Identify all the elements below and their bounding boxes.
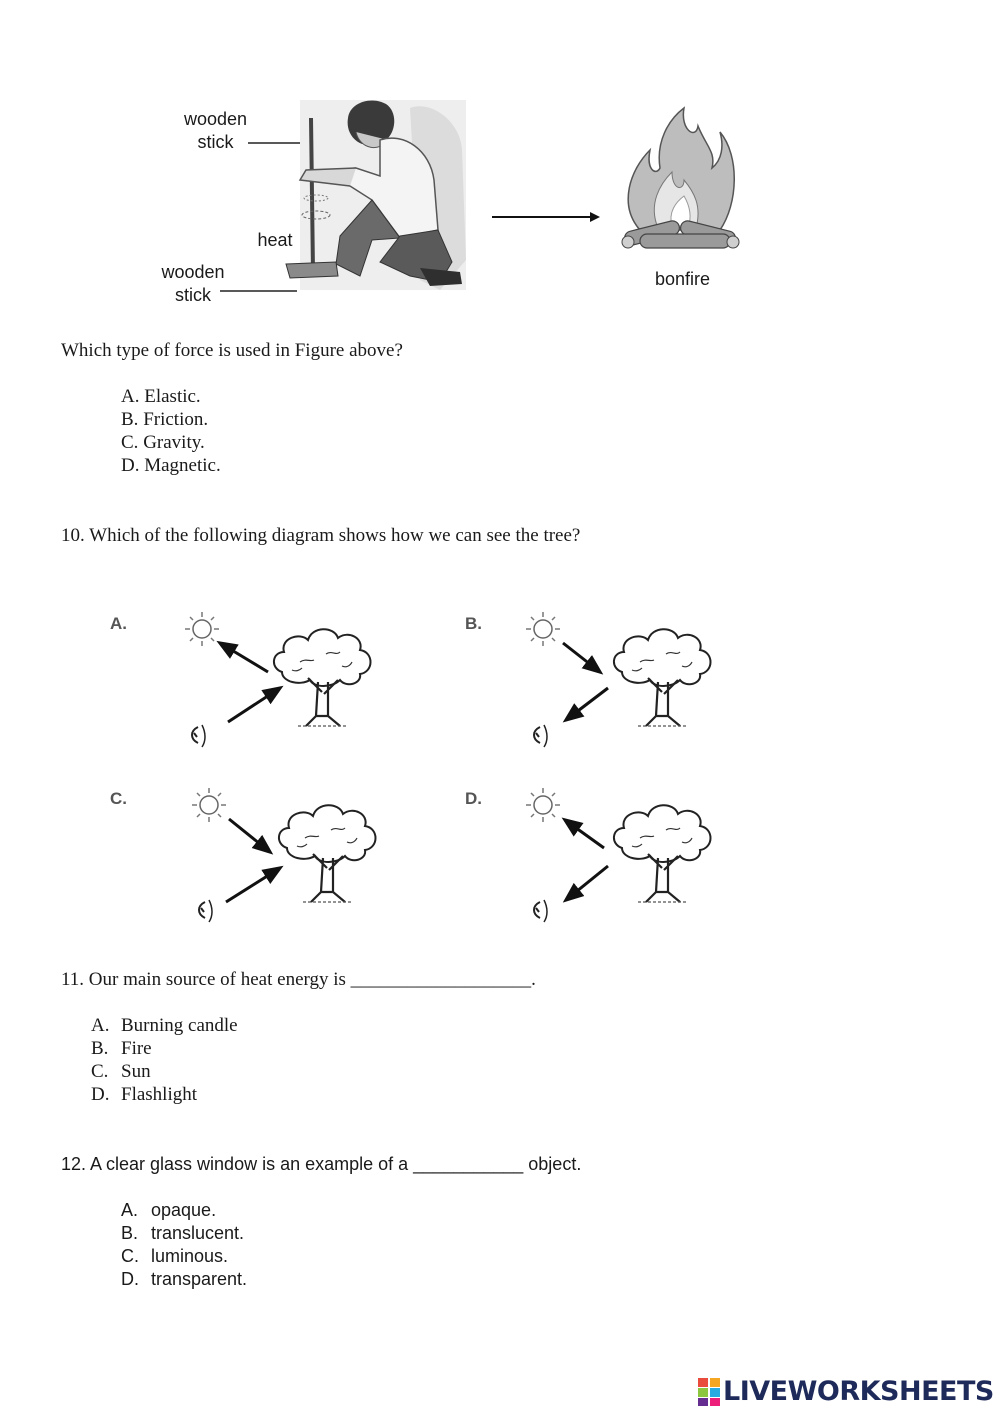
q9-option-c[interactable] [121, 432, 205, 454]
eye-icon [534, 900, 547, 922]
q11-option-d[interactable] [91, 1084, 197, 1106]
option-text: Elastic. [144, 386, 201, 407]
option-text: Flashlight [121, 1084, 198, 1105]
diagram-b-letter[interactable]: B. [465, 614, 482, 633]
q11-option-c[interactable] [91, 1061, 151, 1083]
option-text: Magnetic. [144, 455, 221, 476]
label-bonfire: bonfire [654, 269, 711, 289]
option-letter: B. [121, 409, 139, 430]
fire-making-figure [0, 0, 1000, 320]
diagram-c-letter[interactable]: C. [110, 789, 127, 808]
q9-question: Which type of force is used in Figure above? [61, 340, 403, 361]
label-line: stick [175, 285, 211, 305]
arrow [226, 868, 280, 902]
q11-question: 11. Our main source of heat energy is ___________________. [61, 969, 536, 990]
q12-option-b[interactable] [121, 1223, 244, 1244]
q11-option-b[interactable] [91, 1038, 152, 1060]
tree-icon [279, 805, 376, 902]
eye-icon [534, 725, 547, 747]
option-letter: C. [91, 1061, 109, 1082]
q12-option-d[interactable] [121, 1269, 247, 1290]
arrow [566, 866, 608, 900]
tree-icon [614, 805, 711, 902]
diagram-c[interactable] [192, 788, 376, 922]
q9-option-a[interactable] [121, 386, 201, 408]
option-letter: D. [121, 455, 140, 476]
eye-icon [199, 900, 212, 922]
label-line: wooden [161, 262, 225, 282]
option-letter: C. [121, 1246, 139, 1266]
arrow [228, 688, 280, 722]
option-letter: B. [91, 1038, 109, 1059]
arrow [229, 819, 270, 852]
option-letter: C. [121, 432, 139, 453]
option-text: Friction. [143, 409, 209, 430]
option-letter: D. [91, 1084, 110, 1105]
q12-number: 12. [61, 1154, 87, 1174]
q11-option-a[interactable] [91, 1015, 238, 1037]
tree-icon [614, 629, 711, 726]
diagram-a-letter[interactable]: A. [110, 614, 127, 633]
option-letter: A. [91, 1015, 110, 1036]
q12-text: A clear glass window is an example of a ___________ object. [90, 1154, 582, 1174]
label-line: stick [197, 132, 234, 152]
sun-icon [526, 788, 560, 822]
q12-option-c[interactable] [121, 1246, 228, 1267]
option-letter: D. [121, 1269, 139, 1289]
option-letter: A. [121, 1200, 139, 1220]
diagram-a[interactable] [185, 612, 371, 747]
option-letter: A. [121, 386, 140, 407]
option-text: opaque. [151, 1200, 217, 1220]
option-text: Fire [121, 1038, 152, 1059]
logo-text: LIVEWORKSHEETS [723, 1376, 994, 1407]
diagram-b[interactable] [526, 612, 711, 747]
tree-diagrams [0, 590, 1000, 930]
option-letter: B. [121, 1223, 139, 1243]
option-text: transparent. [151, 1269, 248, 1289]
boy-illustration [286, 100, 466, 290]
q12-option-a[interactable] [121, 1200, 216, 1221]
diagram-d-letter[interactable]: D. [465, 789, 482, 808]
arrow [566, 688, 608, 720]
eye-icon [192, 725, 205, 747]
option-text: translucent. [151, 1223, 245, 1243]
option-text: Burning candle [121, 1015, 238, 1036]
bonfire-illustration [622, 108, 739, 248]
sun-icon [185, 612, 219, 646]
sun-icon [526, 612, 560, 646]
q9-option-b[interactable] [121, 409, 208, 431]
q10-question: 10. Which of the following diagram shows how we can see the tree? [61, 525, 581, 546]
arrow [563, 643, 600, 672]
arrow [220, 643, 268, 672]
label-heat: heat [257, 230, 293, 250]
option-text: Sun [121, 1061, 151, 1082]
arrow [565, 820, 604, 848]
diagram-d[interactable] [526, 788, 711, 922]
tree-icon [274, 629, 371, 726]
label-line: wooden [183, 109, 248, 129]
option-text: Gravity. [143, 432, 205, 453]
option-text: luminous. [151, 1246, 229, 1266]
liveworksheets-logo[interactable] [697, 1376, 994, 1407]
q9-option-d[interactable] [121, 455, 221, 477]
sun-icon [192, 788, 226, 822]
logo-blocks-icon [697, 1377, 721, 1407]
q12-question [61, 1154, 581, 1175]
